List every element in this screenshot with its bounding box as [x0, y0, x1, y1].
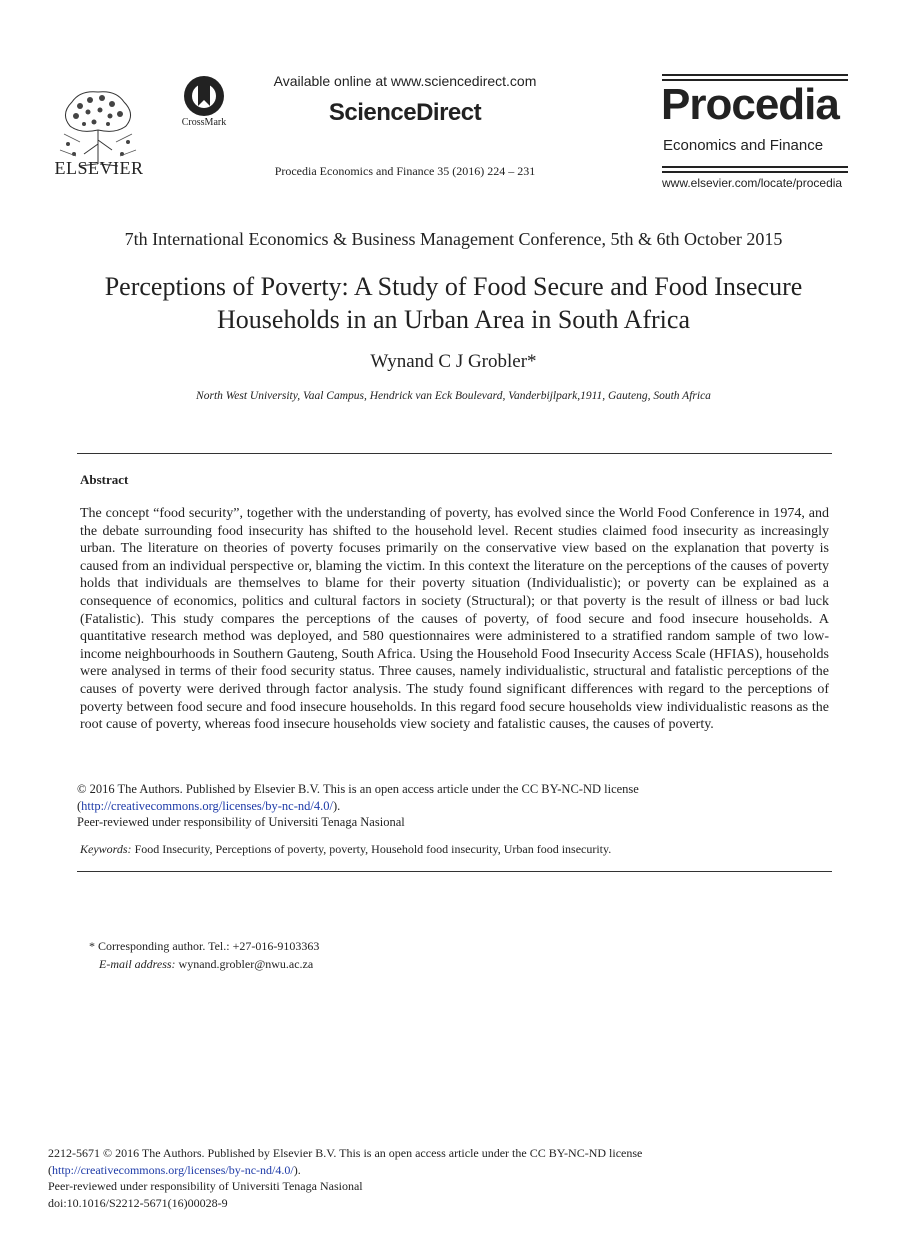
footer-peer-review: Peer-reviewed under responsibility of Universiti Tenaga Nasional — [48, 1179, 363, 1193]
conference-line: 7th International Economics & Business Management Conference, 5th & 6th October 2015 — [124, 229, 783, 249]
corresponding-author-line: * Corresponding author. Tel.: +27-016-9103363 — [89, 939, 320, 953]
paper-title-line: Households in an Urban Area in South Africa — [217, 305, 690, 334]
section-divider — [77, 453, 832, 454]
procedia-subtitle: Economics and Finance — [663, 137, 824, 154]
keywords — [80, 842, 830, 857]
procedia-rule — [662, 166, 848, 168]
procedia-rule — [662, 171, 848, 173]
license-text: © 2016 The Authors. Published by Elsevier B.V. This is an open access article under the CC BY-NC-ND license — [77, 782, 639, 796]
footer-license-link[interactable]: http://creativecommons.org/licenses/by-nc-nd/4.0/ — [52, 1162, 294, 1177]
journal-citation: Procedia Economics and Finance 35 (2016) 224 – 231 — [274, 164, 536, 178]
procedia-title: Procedia — [661, 80, 839, 129]
keywords-text: Food Insecurity, Perceptions of poverty, poverty, Household food insecurity, Urban food insecurity. — [134, 842, 612, 856]
procedia-url[interactable]: www.elsevier.com/locate/procedia — [662, 176, 843, 190]
abstract-heading: Abstract — [80, 472, 129, 487]
sciencedirect-logo[interactable]: ScienceDirect — [328, 99, 482, 126]
author-affiliation: North West University, Vaal Campus, Hendrick van Eck Boulevard, Vanderbijlpark,1911, Gauteng, South Africa — [196, 390, 711, 402]
elsevier-wordmark: ELSEVIER — [54, 158, 144, 178]
corresponding-author — [89, 937, 319, 973]
author-name: Wynand C J Grobler* — [370, 351, 537, 372]
footer-doi[interactable]: doi:10.1016/S2212-5671(16)00028-9 — [48, 1195, 228, 1210]
available-online-text: Available online at www.sciencedirect.com — [273, 73, 537, 89]
keywords-label: Keywords: — [80, 842, 132, 856]
page-footer — [48, 1145, 642, 1211]
email-address[interactable]: wynand.grobler@nwu.ac.za — [178, 957, 314, 971]
peer-review-text: Peer-reviewed under responsibility of Universiti Tenaga Nasional — [77, 815, 405, 829]
footer-url-line: (http://creativecommons.org/licenses/by-nc-nd/4.0/). — [48, 1162, 301, 1177]
paper-title-line: Perceptions of Poverty: A Study of Food Secure and Food Insecure — [104, 272, 803, 301]
paper-title — [60, 270, 847, 336]
email-line — [89, 955, 319, 973]
email-label: E-mail address: — [99, 957, 176, 971]
license-block — [77, 781, 832, 831]
abstract-body: The concept “food security”, together with the understanding of poverty, has evolved since the World Food Conference in 1974, and the debate surrounding food insecurity has shifted to the household level. Recent studies claimed food insecurity as increasingly urban. The literature on theories of poverty focuses primarily on the conservative view based on the explanation that poverty is caused from an individual perspective or, blaming the victim. In this context the literature on the perceptions of the causes of poverty holds that individuals are themselves to blame for their poverty situation (Individualistic); or poverty can be explained as a consequence of economics, politics and cultural factors in society (Structural); or that poverty is the result of illness or bad luck (Fatalistic). This study compares the perceptions of the causes of poverty, of food secure and food insecure households. A quantitative research method was deployed, and 580 questionnaires were administered to a stratified random sample of two low-income neighbourhoods in Southern Gauteng, South Africa. Using the Household Food Insecurity Access Scale (HFIAS), households were analysed in terms of their food security status. Three causes, namely individualistic, structural and fatalistic perceptions of the causes of poverty were derived through factor analysis. The study found significant differences with regard to the perceptions of poverty between food secure and food insecure households. In this regard food secure households view individualistic reasons as the root cause of poverty, whereas food insecure households view society and fatalistic causes, the causes of poverty. — [80, 506, 829, 733]
crossmark-label: CrossMark — [181, 117, 227, 128]
procedia-rule — [662, 74, 848, 76]
section-divider — [77, 871, 832, 872]
license-url-line: (http://creativecommons.org/licenses/by-nc-nd/4.0/). — [77, 798, 341, 813]
footer-license-text: 2212-5671 © 2016 The Authors. Published by Elsevier B.V. This is an open access article under the CC BY-NC-ND license — [48, 1146, 643, 1160]
license-link[interactable]: http://creativecommons.org/licenses/by-nc-nd/4.0/ — [81, 798, 333, 813]
